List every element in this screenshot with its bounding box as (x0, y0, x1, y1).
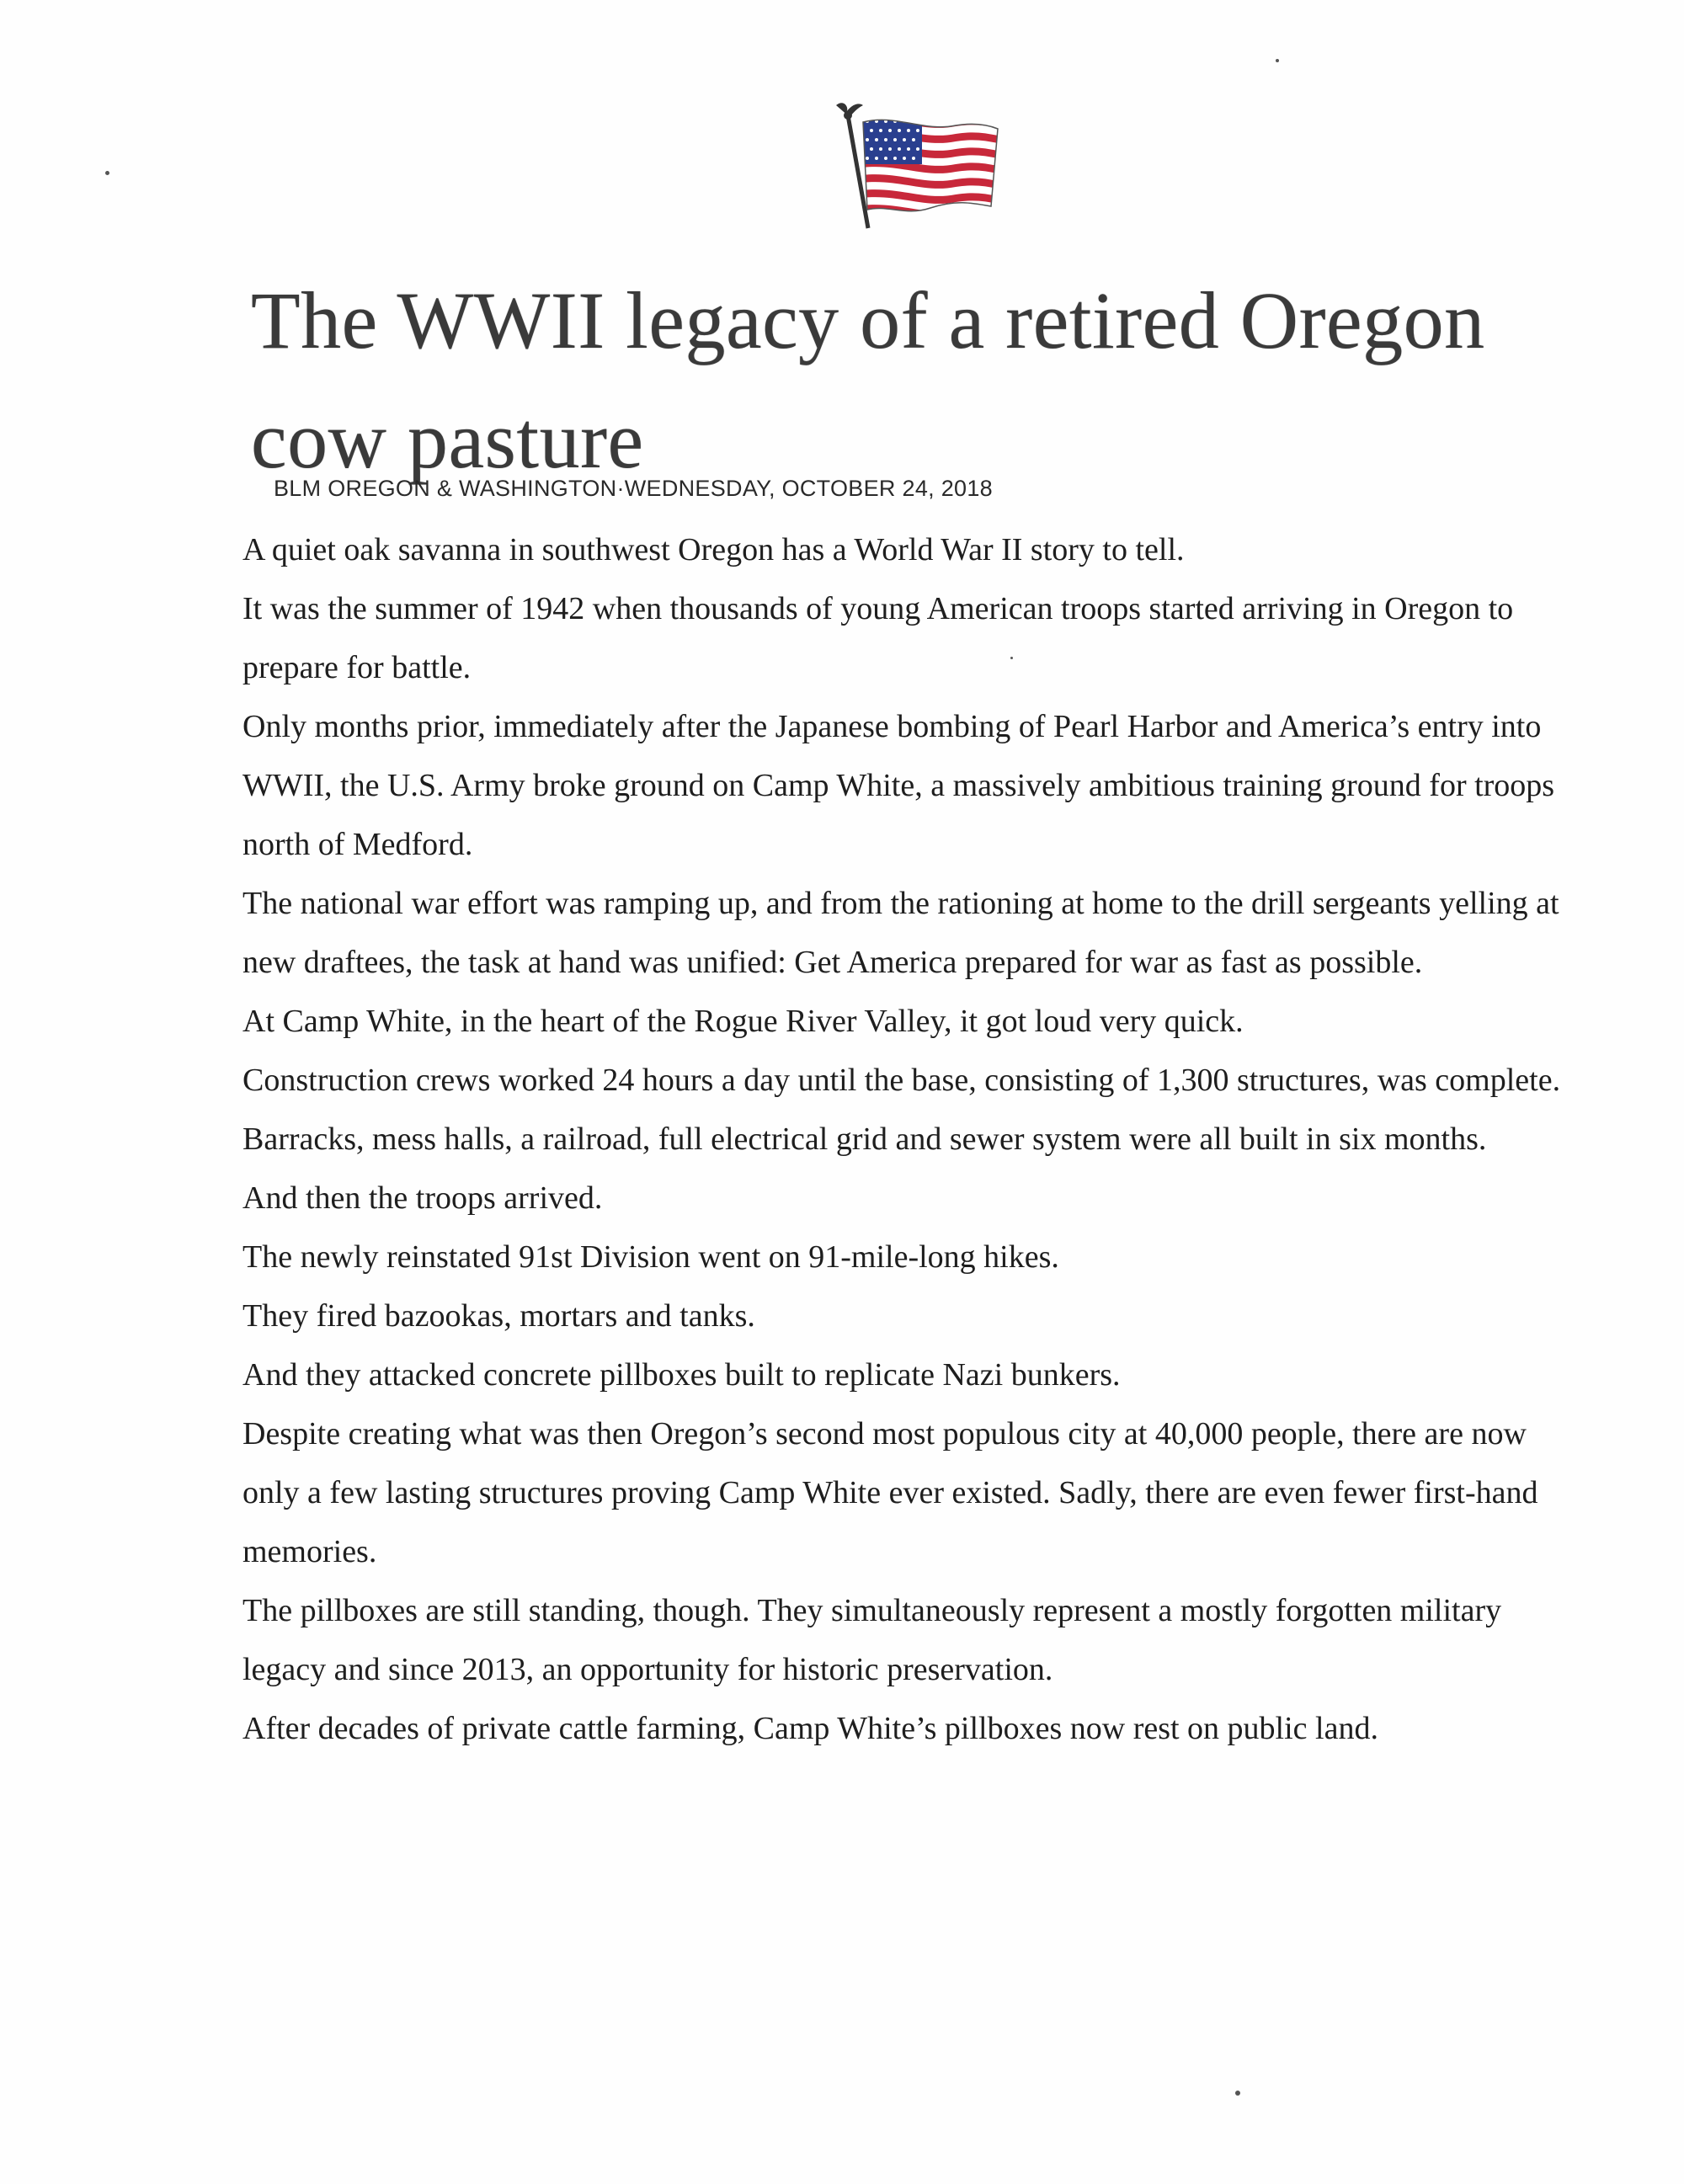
paragraph: A quiet oak savanna in southwest Oregon has a World War II story to tell. (242, 532, 1185, 567)
article-body (242, 520, 1573, 1758)
paragraph: And then the troops arrived. (242, 1180, 603, 1216)
paragraph: Despite creating what was then Oregon’s second most populous city at 40,000 people, there are now only a few lasting structures proving Camp White ever existed. Sadly, there are even fewer first-hand memories. (242, 1416, 1538, 1569)
scan-speck (105, 171, 109, 175)
scan-speck (1235, 2091, 1240, 2096)
paragraph: The national war effort was ramping up, and from the rationing at home to the drill sergeants yelling at new draftees, the task at hand was unified: Get America prepared for war as fast as possible. (242, 886, 1559, 980)
scan-speck (1276, 59, 1279, 62)
paragraph: The newly reinstated 91st Division went on 91-mile-long hikes. (242, 1239, 1059, 1275)
paragraph: Construction crews worked 24 hours a day until the base, consisting of 1,300 structures, was complete. Barracks, mess halls, a railroad, full electrical grid and sewer system were all built in six months. (242, 1063, 1561, 1157)
paragraph: At Camp White, in the heart of the Rogue River Valley, it got loud very quick. (242, 1004, 1244, 1039)
scan-speck (1010, 657, 1013, 659)
paragraph: The pillboxes are still standing, though. They simultaneously represent a mostly forgotten military legacy and since 2013, an opportunity for historic preservation. (242, 1593, 1502, 1687)
paragraph: After decades of private cattle farming, Camp White’s pillboxes now rest on public land. (242, 1711, 1378, 1746)
paragraph: It was the summer of 1942 when thousands of young American troops started arriving in Oregon to prepare for battle. (242, 591, 1514, 685)
paragraph: And they attacked concrete pillboxes built to replicate Nazi bunkers. (242, 1357, 1121, 1393)
article-byline: BLM OREGON & WASHINGTON·WEDNESDAY, OCTOBER 24, 2018 (274, 476, 994, 501)
paragraph: They fired bazookas, mortars and tanks. (242, 1298, 755, 1334)
paragraph: Only months prior, immediately after the Japanese bombing of Pearl Harbor and America’s entry into WWII, the U.S. Army broke ground on Camp White, a massively ambitious training ground for troops north of Medford. (242, 709, 1555, 862)
article-title: The WWII legacy of a retired Oregon cow pasture (251, 275, 1485, 485)
american-flag-icon (829, 97, 1006, 232)
